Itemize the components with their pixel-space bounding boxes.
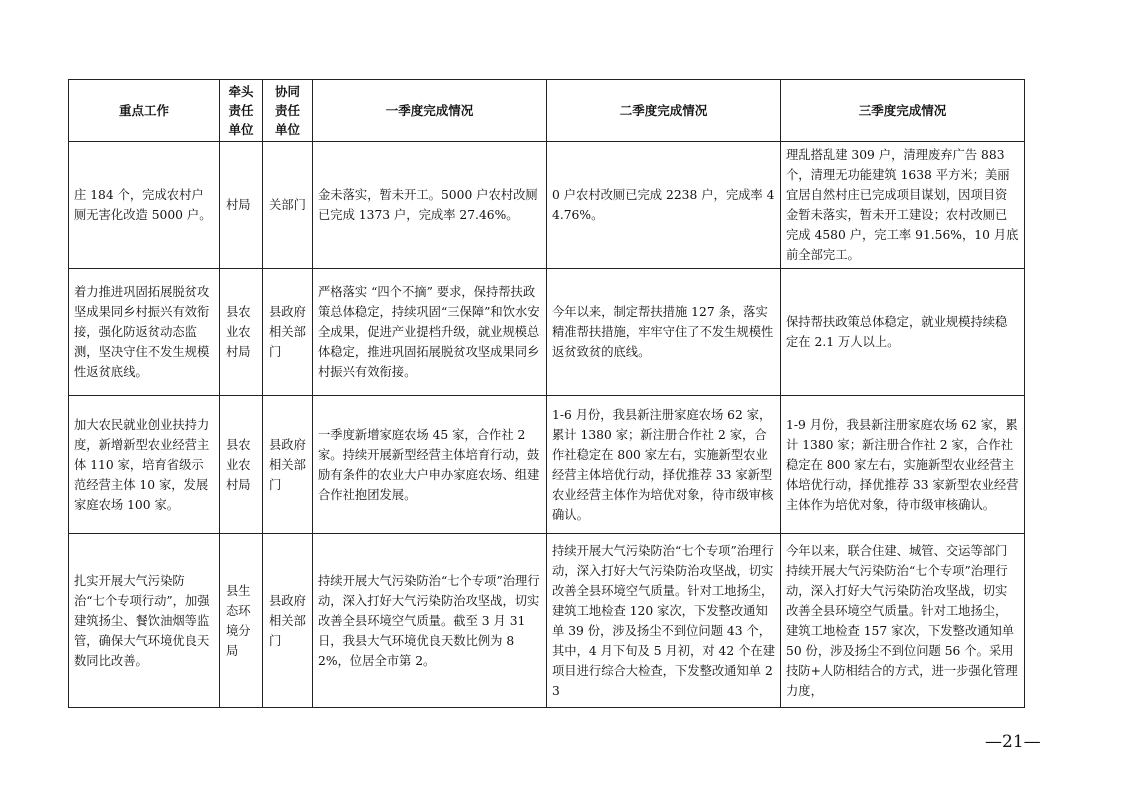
header-lead-unit: 牵头责任单位 bbox=[220, 80, 263, 142]
table-row bbox=[69, 396, 1025, 534]
q2-cell: 今年以来，制定帮扶措施 127 条，落实精准帮扶措施，牢牢守住了不发生规模性返贫致贫的底线。 bbox=[547, 269, 781, 396]
q1-cell: 金未落实，暂未开工。5000 户农村改厕已完成 1373 户，完成率 27.46%。 bbox=[313, 142, 547, 269]
q2-cell: 1-6 月份，我县新注册家庭农场 62 家，累计 1380 家；新注册合作社 2 家，合作社稳定在 800 家左右，实施新型农业经营主体培优行动，择优推荐 33 家新型农业经营主体作为培优对象，待市级审核确认。 bbox=[547, 396, 781, 534]
header-key-work: 重点工作 bbox=[69, 80, 220, 142]
q3-cell: 1-9 月份，我县新注册家庭农场 62 家，累计 1380 家；新注册合作社 2 家，合作社稳定在 800 家左右，实施新型农业经营主体培优行动，择优推荐 33 家新型农业经营主体作为培优对象，待市级审核确认。 bbox=[781, 396, 1025, 534]
progress-table bbox=[68, 79, 1025, 708]
table-header-row bbox=[69, 80, 1025, 142]
lead-unit-cell: 县农业农村局 bbox=[220, 396, 263, 534]
co-unit-cell: 县政府相关部门 bbox=[263, 396, 313, 534]
q2-cell: 持续开展大气污染防治“七个专项”治理行动，深入打好大气污染防治攻坚战，切实改善全县环境空气质量。针对工地扬尘，建筑工地检查 120 家次，下发整改通知单 39 份，涉及扬尘不到位问题 43 个，其中，4 月下旬及 5 月初，对 42 个在建项目进行综合大检查，下发整改通知单 23 bbox=[547, 534, 781, 708]
lead-unit-cell: 县农业农村局 bbox=[220, 269, 263, 396]
q3-cell: 保持帮扶政策总体稳定，就业规模持续稳定在 2.1 万人以上。 bbox=[781, 269, 1025, 396]
task-cell: 着力推进巩固拓展脱贫攻坚成果同乡村振兴有效衔接，强化防返贫动态监测，坚决守住不发生规模性返贫底线。 bbox=[69, 269, 220, 396]
task-cell: 扎实开展大气污染防治“七个专项行动”，加强建筑扬尘、餐饮油烟等监管，确保大气环境优良天数同比改善。 bbox=[69, 534, 220, 708]
co-unit-cell: 县政府相关部门 bbox=[263, 534, 313, 708]
q2-cell: 0 户农村改厕已完成 2238 户，完成率 44.76%。 bbox=[547, 142, 781, 269]
lead-unit-cell: 县生态环境分局 bbox=[220, 534, 263, 708]
co-unit-cell: 关部门 bbox=[263, 142, 313, 269]
co-unit-cell: 县政府相关部门 bbox=[263, 269, 313, 396]
header-co-unit: 协同责任单位 bbox=[263, 80, 313, 142]
q3-cell: 理乱搭乱建 309 户，清理废弃广告 883 个，清理无功能建筑 1638 平方米；美丽宜居自然村庄已完成项目谋划，因项目资金暂未落实，暂未开工建设；农村改厕已完成 4580 户，完工率 91.56%，10 月底前全部完工。 bbox=[781, 142, 1025, 269]
q3-cell: 今年以来，联合住建、城管、交运等部门持续开展大气污染防治“七个专项”治理行动，深入打好大气污染防治攻坚战，切实改善全县环境空气质量。针对工地扬尘，建筑工地检查 157 家次，下发整改通知单 50 份，涉及扬尘不到位问题 56 个。采用技防+人防相结合的方式，进一步强化管理力度， bbox=[781, 534, 1025, 708]
q1-cell: 一季度新增家庭农场 45 家，合作社 2 家。持续开展新型经营主体培育行动，鼓励有条件的农业大户申办家庭农场、组建合作社抱团发展。 bbox=[313, 396, 547, 534]
q1-cell: 严格落实 “四个不摘” 要求，保持帮扶政策总体稳定，持续巩固“三保障”和饮水安全成果，促进产业提档升级，就业规模总体稳定，推进巩固拓展脱贫攻坚成果同乡村振兴有效衔接。 bbox=[313, 269, 547, 396]
header-q1: 一季度完成情况 bbox=[313, 80, 547, 142]
table-row bbox=[69, 142, 1025, 269]
header-q2: 二季度完成情况 bbox=[547, 80, 781, 142]
task-cell: 加大农民就业创业扶持力度，新增新型农业经营主体 110 家，培育省级示范经营主体 10 家，发展家庭农场 100 家。 bbox=[69, 396, 220, 534]
task-cell: 庄 184 个，完成农村户厕无害化改造 5000 户。 bbox=[69, 142, 220, 269]
header-q3: 三季度完成情况 bbox=[781, 80, 1025, 142]
page-number: —21— bbox=[985, 732, 1041, 752]
table-row bbox=[69, 534, 1025, 708]
q1-cell: 持续开展大气污染防治“七个专项”治理行动，深入打好大气污染防治攻坚战，切实改善全县环境空气质量。截至 3 月 31 日，我县大气环境优良天数比例为 82%，位居全市第 2。 bbox=[313, 534, 547, 708]
table-row bbox=[69, 269, 1025, 396]
lead-unit-cell: 村局 bbox=[220, 142, 263, 269]
